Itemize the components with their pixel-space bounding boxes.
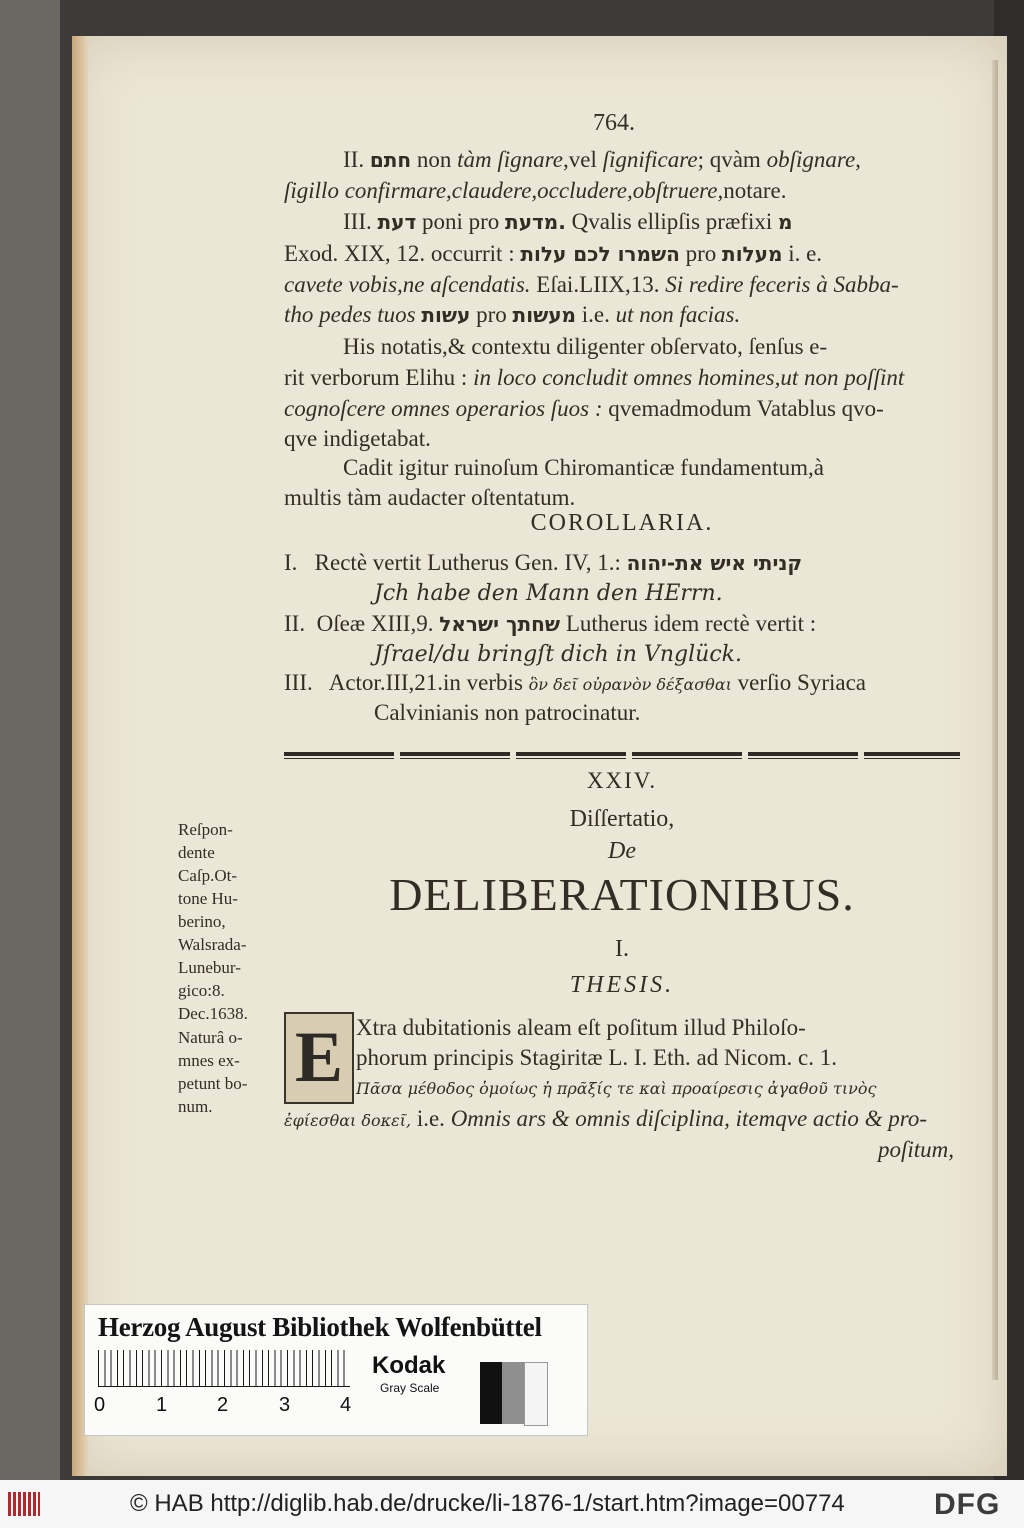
scan-backdrop-left — [0, 0, 60, 1480]
corollary-2-german: Jſrael/du bringſt dich in Vnglück. — [374, 642, 742, 667]
corollary-3: III. Actor.III,21.in verbis ὃν δεῖ οὐρανὸν δέξασθαι verſio Syriaca — [284, 670, 867, 695]
text-line: cavete vobis,ne aſcendatis. Eſai.LIIX,13. Si redire feceris à Sabba- — [284, 272, 899, 297]
ruler-label: 0 — [94, 1394, 106, 1416]
ruler-label: 2 — [217, 1394, 229, 1416]
text-line: ſigillo confirmare,claudere,occludere,obſtruere,notare. — [284, 178, 787, 203]
text-line: cognoſcere omnes operarios ſuos : qvemadmodum Vatablus qvo- — [284, 396, 884, 421]
text-line: His notatis,& contextu diligenter obſervato, ſenſus e- — [343, 334, 828, 359]
section-divider — [284, 752, 960, 756]
thesis-line: phorum principis Stagiritæ L. I. Eth. ad Nicom. c. 1. — [356, 1045, 838, 1070]
thesis-greek: Πᾶσα μέθοδος ὁμοίως ἡ πρᾶξίς τε καὶ προαίρεσις ἀγαθοῦ τινὸς — [356, 1079, 877, 1098]
gray-swatch-white — [524, 1362, 548, 1426]
text-line: multis tàm audacter oſtentatum. — [284, 485, 576, 510]
corollary-1: I. Rectè vertit Lutherus Gen. IV, 1.: קניתי איש את-יהוה — [284, 550, 803, 575]
library-name: Herzog August Bibliothek Wolfenbüttel — [98, 1312, 542, 1342]
text-line: III. דעת poni pro מדעת. Qvalis ellipſis præfixi מ — [343, 209, 793, 234]
text-line: Cadit igitur ruinoſum Chiromanticæ fundamentum,à — [343, 455, 825, 480]
ruler-label: 3 — [279, 1394, 291, 1416]
corollaria-heading: COROLLARIA. — [530, 510, 714, 536]
section-number: I. — [615, 936, 629, 962]
text-line: Exod. XIX, 12. occurrit : השמרו לכם עלות pro מעלות i. e. — [284, 241, 823, 266]
dissertation-title: DELIBERATIONIBUS. — [389, 869, 855, 920]
text-line: rit verborum Elihu : in loco concludit omnes homines,ut non poſſint — [284, 365, 905, 390]
dissertation-number: XXIV. — [586, 768, 658, 793]
dissertation-label: Diſſertatio, — [569, 806, 675, 832]
thesis-line: Xtra dubitationis aleam eſt poſitum illud Philoſo- — [356, 1015, 806, 1040]
ruler-label: 1 — [156, 1394, 168, 1416]
text-line: II. חתם non tàm ſignare,vel ſignificare; qvàm obſignare, — [343, 147, 861, 172]
ruler-label: 4 — [340, 1394, 352, 1416]
section-divider-thin — [284, 758, 960, 759]
kodak-logo: Kodak — [372, 1352, 446, 1379]
page-edge — [72, 36, 88, 1476]
decorated-initial: E — [284, 1012, 354, 1104]
corollary-3-cont: Calvinianis non patrocinatur. — [374, 700, 641, 725]
footer-bar — [0, 1480, 1024, 1528]
scale-ruler — [98, 1350, 350, 1386]
dissertation-de: De — [608, 838, 636, 864]
gray-swatch-black — [480, 1362, 502, 1424]
text-line: tho pedes tuos עשות pro מעשות i.e. ut non facias. — [284, 302, 741, 327]
text-line: qve indigetabat. — [284, 426, 431, 451]
page-number: 764. — [593, 110, 635, 136]
footer-credit-link[interactable]: © HAB http://diglib.hab.de/drucke/li-1876-1/start.htm?image=00774 — [130, 1490, 845, 1517]
thesis-line: poſitum, — [878, 1137, 955, 1162]
page-fold — [992, 60, 998, 1380]
margin-note: Naturâ o- mnes ex- petunt bo- num. — [178, 1028, 248, 1116]
corollary-2: II. Oſeæ XIII,9. שחתך ישראל Lutherus idem rectè vertit : — [284, 611, 817, 636]
scale-ruler-base — [98, 1386, 350, 1387]
thesis-heading: THESIS. — [569, 972, 675, 998]
margin-respondent: Reſpon- dente Caſp.Ot- tone Hu- berino, Walsrada- Lunebur- gico:8. Dec.1638. — [178, 820, 248, 1023]
dfg-logo: DFG — [934, 1488, 1001, 1521]
gray-scale-label: Gray Scale — [380, 1381, 440, 1395]
gray-swatch-mid — [502, 1362, 524, 1424]
hab-logo-icon — [8, 1492, 40, 1516]
corollary-1-german: Jch habe den Mann den HErrn. — [374, 581, 723, 606]
thesis-line: ἐφίεσθαι δοκεῖ, i.e. Omnis ars & omnis diſciplina, itemqve actio & pro- — [284, 1106, 928, 1131]
